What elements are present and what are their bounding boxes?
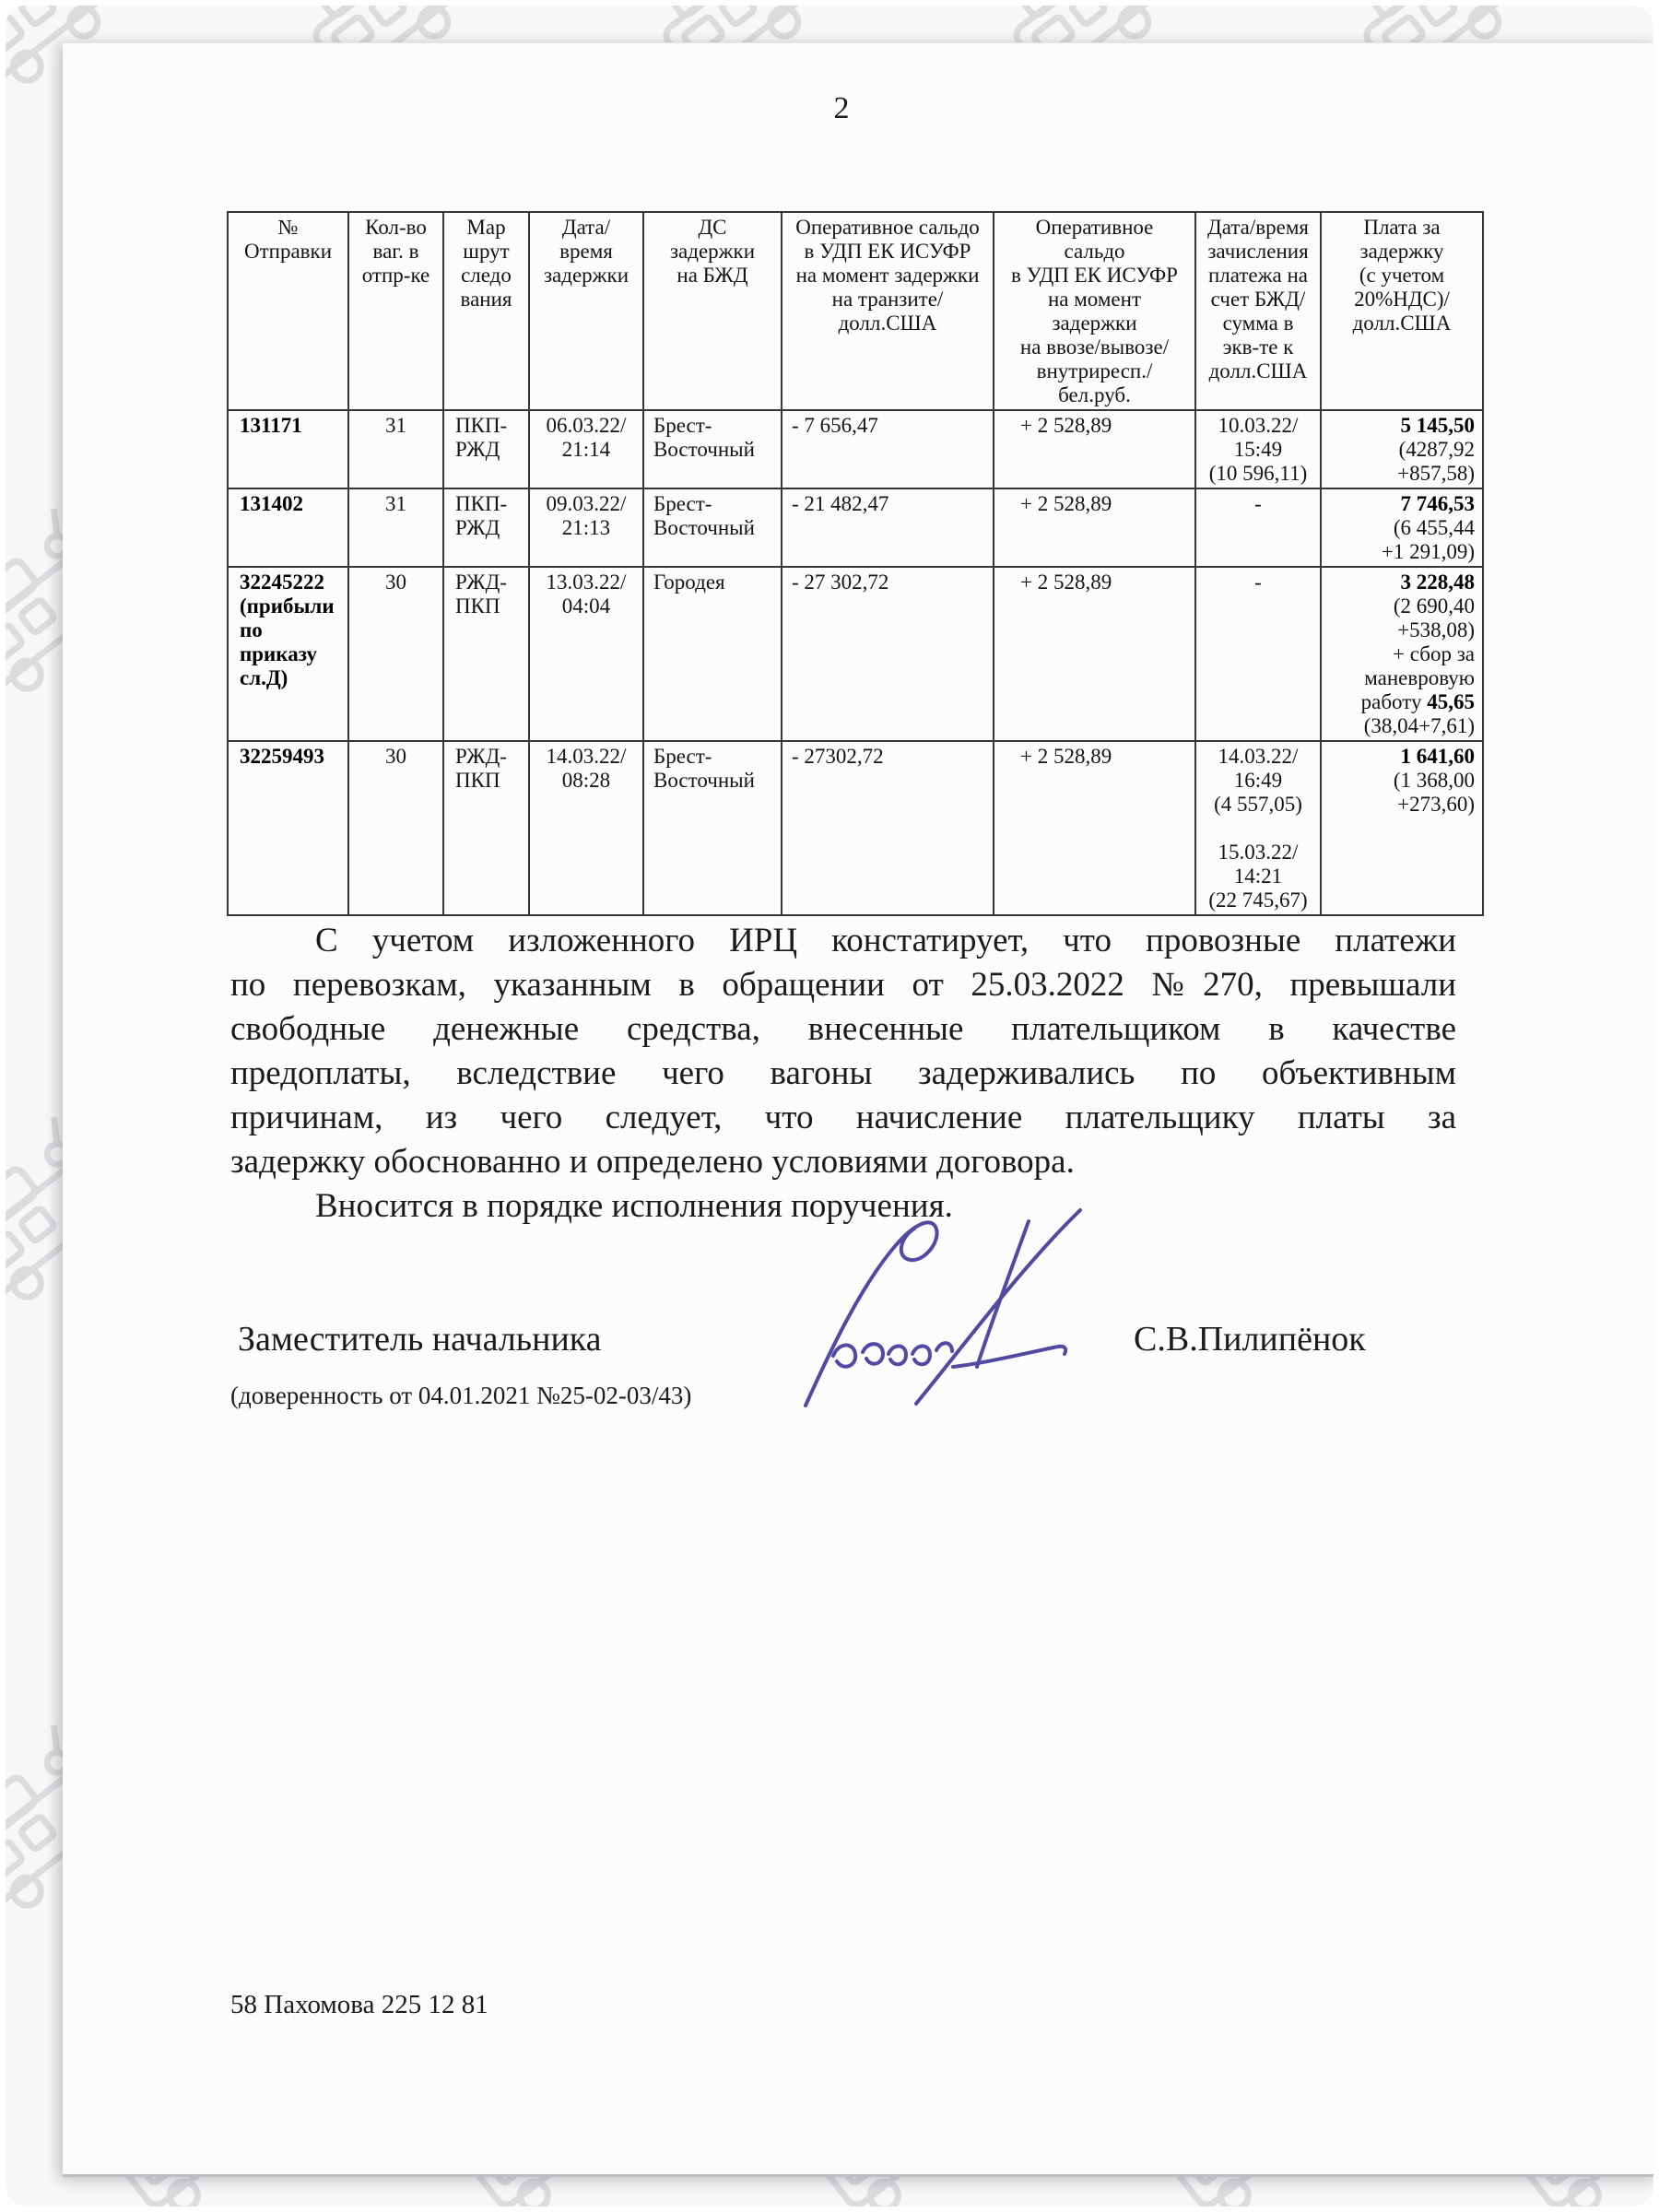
cell-line: + 2 528,89 bbox=[1020, 414, 1112, 437]
cell-line: на момент задержки bbox=[795, 264, 980, 287]
cell-line: задержки bbox=[1052, 312, 1137, 335]
paragraph-line: по перевозкам, указанным в обращении от 25.03.2022 №270, превышали bbox=[230, 966, 1456, 1004]
table-header-cell bbox=[782, 212, 994, 410]
table-row bbox=[228, 567, 1483, 741]
cell-line: +857,58) bbox=[1397, 462, 1475, 485]
cell-line: (38,04+7,61) bbox=[1363, 714, 1475, 737]
cell-line: 14.03.22/ bbox=[1218, 745, 1299, 768]
cell-line: внутриресп./ bbox=[1036, 359, 1153, 382]
cell-line: долл.США bbox=[1208, 359, 1308, 382]
cell-line: бел.руб. bbox=[1058, 383, 1131, 406]
cell-line: Восточный bbox=[653, 438, 755, 461]
table-cell bbox=[1195, 567, 1321, 741]
cell-line: время bbox=[559, 240, 613, 263]
cell-line: в УДП ЕК ИСУФР bbox=[1011, 264, 1178, 287]
cell-line: Дата/время bbox=[1207, 216, 1309, 239]
cell-line: 15.03.22/ bbox=[1218, 841, 1299, 864]
cell-line: 131171 bbox=[240, 414, 302, 437]
table-cell bbox=[643, 488, 782, 567]
table-cell bbox=[1195, 741, 1321, 915]
table-cell bbox=[443, 410, 529, 488]
cell-line: зачисления bbox=[1207, 240, 1309, 263]
cell-line: (4287,92 bbox=[1398, 438, 1475, 461]
table-cell bbox=[1321, 410, 1483, 488]
cell-line: долл.США bbox=[838, 312, 937, 335]
cell-line: - 21 482,47 bbox=[792, 492, 889, 515]
cell-line: 04:04 bbox=[561, 594, 611, 618]
table-cell bbox=[994, 567, 1195, 741]
cell-line: Мар bbox=[466, 216, 506, 239]
cell-line: 20%НДС)/ bbox=[1354, 288, 1450, 311]
cell-line: ДС bbox=[698, 216, 727, 239]
signer-title: Заместитель начальника bbox=[238, 1320, 602, 1359]
table-cell bbox=[782, 410, 994, 488]
cell-line: 30 bbox=[385, 745, 406, 768]
cell-line: Брест- bbox=[653, 492, 712, 515]
cell-line: 1 641,60 bbox=[1400, 745, 1475, 768]
cell-line: следо bbox=[461, 264, 512, 287]
table-cell bbox=[782, 488, 994, 567]
executor-contact-line: 58 Пахомова 225 12 81 bbox=[230, 1990, 488, 2019]
paragraph-line: задержку обоснованно и определено условиями договора. bbox=[230, 1143, 1075, 1181]
paragraph-line: свободные денежные средства, внесенные плательщиком в качестве bbox=[230, 1010, 1456, 1048]
cell-line: ПКП- bbox=[455, 414, 508, 437]
cell-line: ПКП bbox=[455, 769, 500, 792]
cell-line: Брест- bbox=[653, 745, 712, 768]
table-cell bbox=[643, 567, 782, 741]
cell-line: РЖД bbox=[455, 516, 500, 539]
table-cell bbox=[994, 410, 1195, 488]
cell-line: +273,60) bbox=[1397, 793, 1475, 816]
cell-line: РЖД bbox=[455, 438, 500, 461]
cell-line: № bbox=[277, 216, 299, 239]
cell-line: в УДП ЕК ИСУФР bbox=[804, 240, 971, 263]
cell-line: Кол-во bbox=[365, 216, 427, 239]
cell-line: +538,08) bbox=[1397, 618, 1475, 641]
document-page bbox=[63, 42, 1653, 2177]
table-cell bbox=[228, 488, 348, 567]
table-cell bbox=[348, 488, 443, 567]
table-header-cell bbox=[348, 212, 443, 410]
cell-line: приказу bbox=[240, 642, 317, 665]
cell-line: РЖД- bbox=[455, 745, 507, 768]
table-header-cell bbox=[643, 212, 782, 410]
cell-line: счет БЖД/ bbox=[1210, 288, 1306, 311]
cell-line: задержки bbox=[669, 240, 756, 263]
handwritten-signature bbox=[752, 1197, 1121, 1418]
paragraph-line: предоплаты, вследствие чего вагоны задерживались по объективным bbox=[230, 1054, 1456, 1092]
cell-line: сальдо bbox=[1064, 240, 1125, 263]
cell-line: экв-те к bbox=[1222, 335, 1294, 359]
table-header-cell bbox=[228, 212, 348, 410]
cell-line: (10 596,11) bbox=[1208, 462, 1308, 485]
viewer-background bbox=[6, 6, 1653, 2206]
cell-line: +1 291,09) bbox=[1381, 540, 1475, 563]
cell-line: 5 145,50 bbox=[1400, 414, 1475, 437]
table-cell bbox=[348, 410, 443, 488]
table-cell bbox=[228, 741, 348, 915]
cell-line: - bbox=[1254, 492, 1262, 515]
paragraph-line: С учетом изложенного ИРЦ констатирует, что провозные платежи bbox=[315, 922, 1456, 959]
cell-line: Брест- bbox=[653, 414, 712, 437]
cell-line: + сбор за bbox=[1393, 642, 1475, 665]
cell-line: задержки bbox=[543, 264, 629, 287]
cell-line: 06.03.22/ bbox=[546, 414, 627, 437]
cell-line: 30 bbox=[385, 571, 406, 594]
table-cell bbox=[1321, 488, 1483, 567]
table-cell bbox=[228, 567, 348, 741]
table-cell bbox=[1321, 567, 1483, 741]
cell-line: платежа на bbox=[1207, 264, 1309, 287]
table-header-row bbox=[228, 212, 1483, 410]
cell-line: Восточный bbox=[653, 769, 755, 792]
cell-line: работу 45,65 bbox=[1360, 690, 1475, 713]
table-cell bbox=[443, 488, 529, 567]
cell-line: 16:49 bbox=[1233, 769, 1283, 792]
cell-line: (6 455,44 bbox=[1393, 516, 1475, 539]
cell-line: + 2 528,89 bbox=[1020, 745, 1112, 768]
cell-line: 31 bbox=[385, 414, 406, 437]
table-cell bbox=[1321, 741, 1483, 915]
cell-line: Оперативное сальдо bbox=[795, 216, 980, 239]
cell-line: сл.Д) bbox=[240, 666, 288, 689]
table-cell bbox=[348, 567, 443, 741]
cell-line: ваг. в bbox=[372, 240, 419, 263]
cell-line: (прибыли bbox=[240, 594, 335, 618]
cell-line: на БЖД bbox=[677, 264, 748, 287]
table-cell bbox=[994, 741, 1195, 915]
cell-line: на момент bbox=[1047, 288, 1141, 311]
table-cell bbox=[994, 488, 1195, 567]
proxy-reference: (доверенность от 04.01.2021 №25-02-03/43) bbox=[230, 1382, 692, 1409]
cell-line: ПКП bbox=[455, 594, 500, 618]
table-row bbox=[228, 741, 1483, 915]
body-paragraph bbox=[230, 919, 1456, 1229]
table-row bbox=[228, 410, 1483, 488]
cell-line: задержку bbox=[1359, 240, 1444, 263]
cell-line: маневровую bbox=[1364, 666, 1475, 689]
cell-line: - 27302,72 bbox=[792, 745, 884, 768]
table-cell bbox=[782, 741, 994, 915]
cell-line: 08:28 bbox=[561, 769, 611, 792]
cell-line: (2 690,40 bbox=[1393, 594, 1475, 618]
paragraph-line: Вносится в порядке исполнения поручения. bbox=[315, 1187, 953, 1225]
cell-line: шрут bbox=[463, 240, 510, 263]
cell-line: долл.США bbox=[1352, 312, 1452, 335]
cell-line: отпр-ке bbox=[361, 264, 430, 287]
table-cell bbox=[782, 567, 994, 741]
cell-line: - 7 656,47 bbox=[792, 414, 878, 437]
table-cell bbox=[643, 410, 782, 488]
cell-line: (4 557,05) bbox=[1214, 793, 1302, 816]
table-header-cell bbox=[994, 212, 1195, 410]
cell-line: Отправки bbox=[243, 240, 333, 263]
cell-line: + 2 528,89 bbox=[1020, 571, 1112, 594]
cell-line: (22 745,67) bbox=[1208, 888, 1308, 912]
shipments-table bbox=[227, 211, 1484, 916]
cell-line bbox=[1200, 817, 1316, 841]
cell-line: 15:49 bbox=[1233, 438, 1283, 461]
table-header-cell bbox=[1321, 212, 1483, 410]
table-row bbox=[228, 488, 1483, 567]
table-cell bbox=[529, 567, 643, 741]
cell-line: сумма в bbox=[1222, 312, 1294, 335]
table-cell bbox=[643, 741, 782, 915]
cell-line: по bbox=[240, 618, 263, 641]
cell-line: на транзите/ bbox=[831, 288, 944, 311]
table-cell bbox=[529, 410, 643, 488]
cell-line: 31 bbox=[385, 492, 406, 515]
table-cell bbox=[1195, 410, 1321, 488]
cell-line: 7 746,53 bbox=[1400, 492, 1475, 515]
cell-line: Восточный bbox=[653, 516, 755, 539]
cell-line: ПКП- bbox=[455, 492, 508, 515]
cell-line: 14:21 bbox=[1233, 865, 1283, 888]
table-cell bbox=[529, 741, 643, 915]
signer-name: С.В.Пилипёнок bbox=[1134, 1320, 1366, 1359]
cell-line: 21:13 bbox=[561, 516, 611, 539]
cell-line: 09.03.22/ bbox=[546, 492, 627, 515]
paragraph-line: причинам, из чего следует, что начисление плательщику платы за bbox=[230, 1099, 1456, 1136]
cell-line: 10.03.22/ bbox=[1218, 414, 1299, 437]
cell-line: 14.03.22/ bbox=[546, 745, 627, 768]
cell-line: - 27 302,72 bbox=[792, 571, 889, 594]
table-cell bbox=[443, 567, 529, 741]
table-cell bbox=[443, 741, 529, 915]
page-number: 2 bbox=[833, 91, 850, 125]
cell-line: Дата/ bbox=[561, 216, 611, 239]
table-header-cell bbox=[529, 212, 643, 410]
table-cell bbox=[228, 410, 348, 488]
cell-line: 32259493 bbox=[240, 745, 324, 768]
cell-line: 3 228,48 bbox=[1400, 571, 1475, 594]
table-cell bbox=[1195, 488, 1321, 567]
cell-line: - bbox=[1254, 571, 1262, 594]
cell-line: (с учетом bbox=[1359, 264, 1445, 287]
table-header-cell bbox=[443, 212, 529, 410]
cell-line: 131402 bbox=[240, 492, 303, 515]
cell-line: на ввозе/вывозе/ bbox=[1019, 335, 1170, 359]
table-cell bbox=[348, 741, 443, 915]
cell-line: 13.03.22/ bbox=[546, 571, 627, 594]
cell-line: 21:14 bbox=[561, 438, 611, 461]
cell-line: вания bbox=[460, 288, 512, 311]
cell-line: РЖД- bbox=[455, 571, 507, 594]
cell-line: (1 368,00 bbox=[1393, 769, 1475, 792]
cell-line: Оперативное bbox=[1035, 216, 1154, 239]
table-header-cell bbox=[1195, 212, 1321, 410]
cell-line: + 2 528,89 bbox=[1020, 492, 1112, 515]
table-cell bbox=[529, 488, 643, 567]
cell-line: Плата за bbox=[1363, 216, 1441, 239]
cell-line: 32245222 bbox=[240, 571, 324, 594]
cell-line: Городея bbox=[653, 571, 725, 594]
